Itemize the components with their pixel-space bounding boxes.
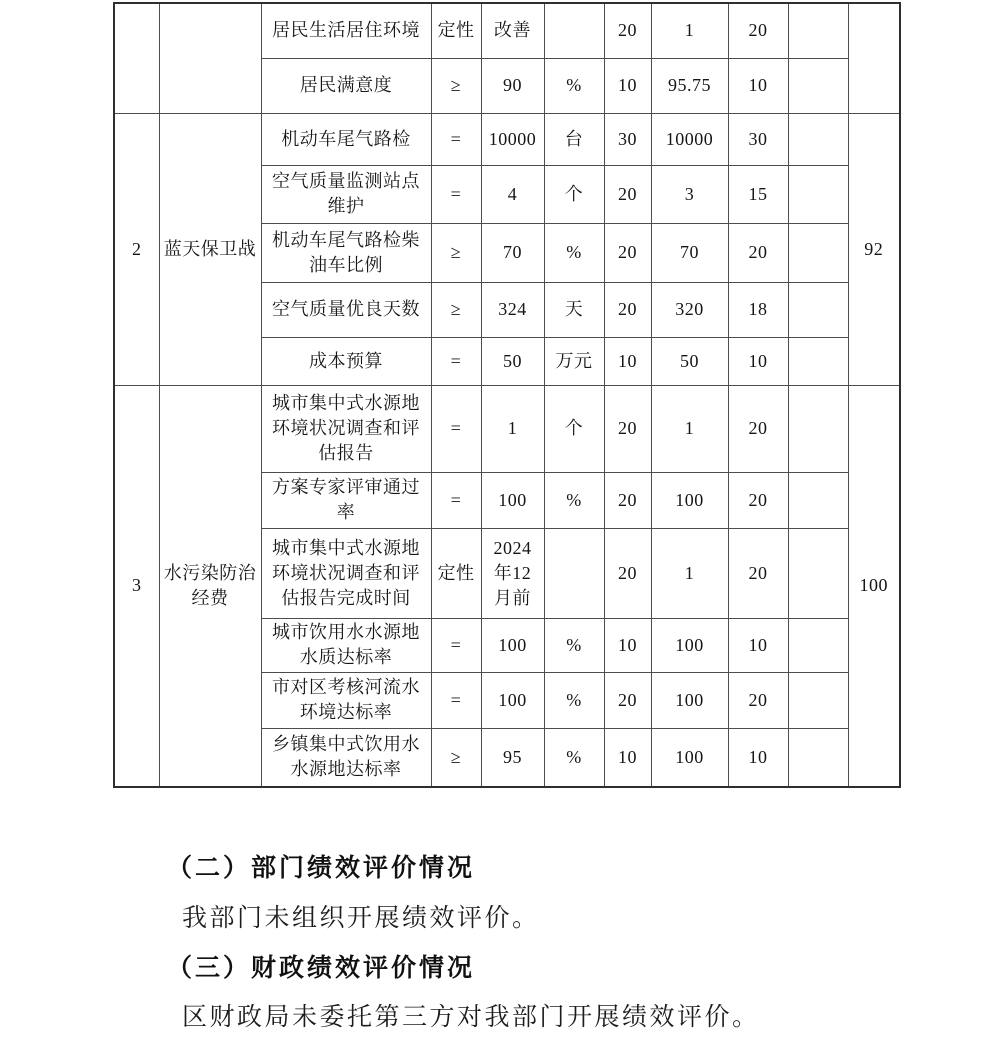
cell-weight: 20 bbox=[604, 3, 651, 58]
cell-unit: % bbox=[544, 618, 604, 672]
cell-unit: % bbox=[544, 672, 604, 728]
cell-actual-value: 50 bbox=[651, 337, 728, 385]
cell-actual-value: 100 bbox=[651, 618, 728, 672]
cell-project-name: 水污染防治经费 bbox=[159, 385, 261, 787]
cell-score: 18 bbox=[728, 282, 788, 337]
table-row bbox=[114, 113, 900, 165]
cell-unit: 台 bbox=[544, 113, 604, 165]
cell-weight: 20 bbox=[604, 472, 651, 528]
cell-unit: 万元 bbox=[544, 337, 604, 385]
cell-target-value: 90 bbox=[481, 58, 544, 113]
cell-criteria: ≥ bbox=[431, 282, 481, 337]
performance-table-body bbox=[114, 3, 900, 787]
cell-unit: % bbox=[544, 728, 604, 787]
cell-note bbox=[788, 528, 848, 618]
cell-weight: 20 bbox=[604, 385, 651, 472]
cell-indicator-name: 居民满意度 bbox=[261, 58, 431, 113]
cell-actual-value: 10000 bbox=[651, 113, 728, 165]
cell-indicator-name: 机动车尾气路检 bbox=[261, 113, 431, 165]
cell-criteria: = bbox=[431, 165, 481, 223]
cell-weight: 10 bbox=[604, 618, 651, 672]
cell-score: 20 bbox=[728, 385, 788, 472]
cell-note bbox=[788, 113, 848, 165]
cell-target-value: 100 bbox=[481, 672, 544, 728]
section-heading-fiscal-evaluation: （三）财政绩效评价情况 bbox=[167, 955, 476, 982]
cell-indicator-name: 机动车尾气路检柴油车比例 bbox=[261, 223, 431, 282]
cell-indicator-name: 方案专家评审通过率 bbox=[261, 472, 431, 528]
cell-actual-value: 1 bbox=[651, 528, 728, 618]
cell-sequence-number bbox=[114, 3, 159, 113]
cell-weight: 10 bbox=[604, 337, 651, 385]
cell-note bbox=[788, 472, 848, 528]
cell-actual-value: 100 bbox=[651, 728, 728, 787]
cell-target-value: 4 bbox=[481, 165, 544, 223]
cell-criteria: = bbox=[431, 113, 481, 165]
cell-unit: % bbox=[544, 472, 604, 528]
cell-score: 20 bbox=[728, 472, 788, 528]
cell-unit: % bbox=[544, 58, 604, 113]
cell-indicator-name: 市对区考核河流水环境达标率 bbox=[261, 672, 431, 728]
cell-note bbox=[788, 282, 848, 337]
cell-weight: 30 bbox=[604, 113, 651, 165]
cell-total-score: 100 bbox=[848, 385, 900, 787]
cell-weight: 20 bbox=[604, 282, 651, 337]
performance-self-evaluation-table bbox=[113, 2, 901, 788]
cell-project-name bbox=[159, 3, 261, 113]
cell-unit: 个 bbox=[544, 385, 604, 472]
cell-actual-value: 100 bbox=[651, 472, 728, 528]
cell-target-value: 10000 bbox=[481, 113, 544, 165]
cell-actual-value: 95.75 bbox=[651, 58, 728, 113]
cell-project-name: 蓝天保卫战 bbox=[159, 113, 261, 385]
cell-note bbox=[788, 618, 848, 672]
cell-target-value: 改善 bbox=[481, 3, 544, 58]
cell-criteria: ≥ bbox=[431, 223, 481, 282]
cell-weight: 20 bbox=[604, 165, 651, 223]
cell-indicator-name: 成本预算 bbox=[261, 337, 431, 385]
cell-target-value: 2024年12月前 bbox=[481, 528, 544, 618]
cell-sequence-number: 2 bbox=[114, 113, 159, 385]
cell-note bbox=[788, 58, 848, 113]
cell-unit: % bbox=[544, 223, 604, 282]
cell-score: 20 bbox=[728, 3, 788, 58]
cell-criteria: 定性 bbox=[431, 528, 481, 618]
cell-score: 20 bbox=[728, 528, 788, 618]
cell-actual-value: 1 bbox=[651, 385, 728, 472]
cell-indicator-name: 居民生活居住环境 bbox=[261, 3, 431, 58]
cell-weight: 20 bbox=[604, 223, 651, 282]
cell-weight: 20 bbox=[604, 672, 651, 728]
cell-score: 20 bbox=[728, 223, 788, 282]
cell-unit: 个 bbox=[544, 165, 604, 223]
cell-note bbox=[788, 165, 848, 223]
paragraph-department-evaluation: 我部门未组织开展绩效评价。 bbox=[182, 905, 540, 932]
cell-note bbox=[788, 385, 848, 472]
cell-score: 30 bbox=[728, 113, 788, 165]
cell-actual-value: 1 bbox=[651, 3, 728, 58]
cell-score: 10 bbox=[728, 618, 788, 672]
cell-unit bbox=[544, 528, 604, 618]
cell-indicator-name: 空气质量监测站点维护 bbox=[261, 165, 431, 223]
cell-sequence-number: 3 bbox=[114, 385, 159, 787]
cell-indicator-name: 城市集中式水源地环境状况调查和评估报告完成时间 bbox=[261, 528, 431, 618]
table-row bbox=[114, 385, 900, 472]
cell-indicator-name: 城市集中式水源地环境状况调查和评估报告 bbox=[261, 385, 431, 472]
cell-weight: 10 bbox=[604, 58, 651, 113]
cell-target-value: 95 bbox=[481, 728, 544, 787]
cell-score: 20 bbox=[728, 672, 788, 728]
cell-indicator-name: 空气质量优良天数 bbox=[261, 282, 431, 337]
cell-total-score bbox=[848, 3, 900, 113]
cell-indicator-name: 城市饮用水水源地水质达标率 bbox=[261, 618, 431, 672]
cell-unit bbox=[544, 3, 604, 58]
cell-indicator-name: 乡镇集中式饮用水水源地达标率 bbox=[261, 728, 431, 787]
cell-criteria: = bbox=[431, 337, 481, 385]
cell-score: 10 bbox=[728, 728, 788, 787]
paragraph-fiscal-evaluation: 区财政局未委托第三方对我部门开展绩效评价。 bbox=[182, 1004, 760, 1031]
cell-unit: 天 bbox=[544, 282, 604, 337]
cell-weight: 10 bbox=[604, 728, 651, 787]
cell-criteria: ≥ bbox=[431, 728, 481, 787]
cell-criteria: = bbox=[431, 618, 481, 672]
section-heading-department-evaluation: （二）部门绩效评价情况 bbox=[167, 855, 476, 882]
cell-weight: 20 bbox=[604, 528, 651, 618]
cell-total-score: 92 bbox=[848, 113, 900, 385]
cell-score: 10 bbox=[728, 337, 788, 385]
cell-actual-value: 100 bbox=[651, 672, 728, 728]
cell-target-value: 100 bbox=[481, 618, 544, 672]
cell-target-value: 50 bbox=[481, 337, 544, 385]
cell-note bbox=[788, 337, 848, 385]
cell-note bbox=[788, 223, 848, 282]
cell-score: 10 bbox=[728, 58, 788, 113]
cell-score: 15 bbox=[728, 165, 788, 223]
cell-note bbox=[788, 728, 848, 787]
cell-actual-value: 3 bbox=[651, 165, 728, 223]
cell-criteria: = bbox=[431, 672, 481, 728]
cell-criteria: ≥ bbox=[431, 58, 481, 113]
cell-note bbox=[788, 3, 848, 58]
cell-note bbox=[788, 672, 848, 728]
cell-target-value: 324 bbox=[481, 282, 544, 337]
cell-target-value: 1 bbox=[481, 385, 544, 472]
table-row bbox=[114, 3, 900, 58]
cell-actual-value: 70 bbox=[651, 223, 728, 282]
cell-criteria: = bbox=[431, 472, 481, 528]
cell-target-value: 70 bbox=[481, 223, 544, 282]
cell-actual-value: 320 bbox=[651, 282, 728, 337]
cell-target-value: 100 bbox=[481, 472, 544, 528]
cell-criteria: = bbox=[431, 385, 481, 472]
cell-criteria: 定性 bbox=[431, 3, 481, 58]
